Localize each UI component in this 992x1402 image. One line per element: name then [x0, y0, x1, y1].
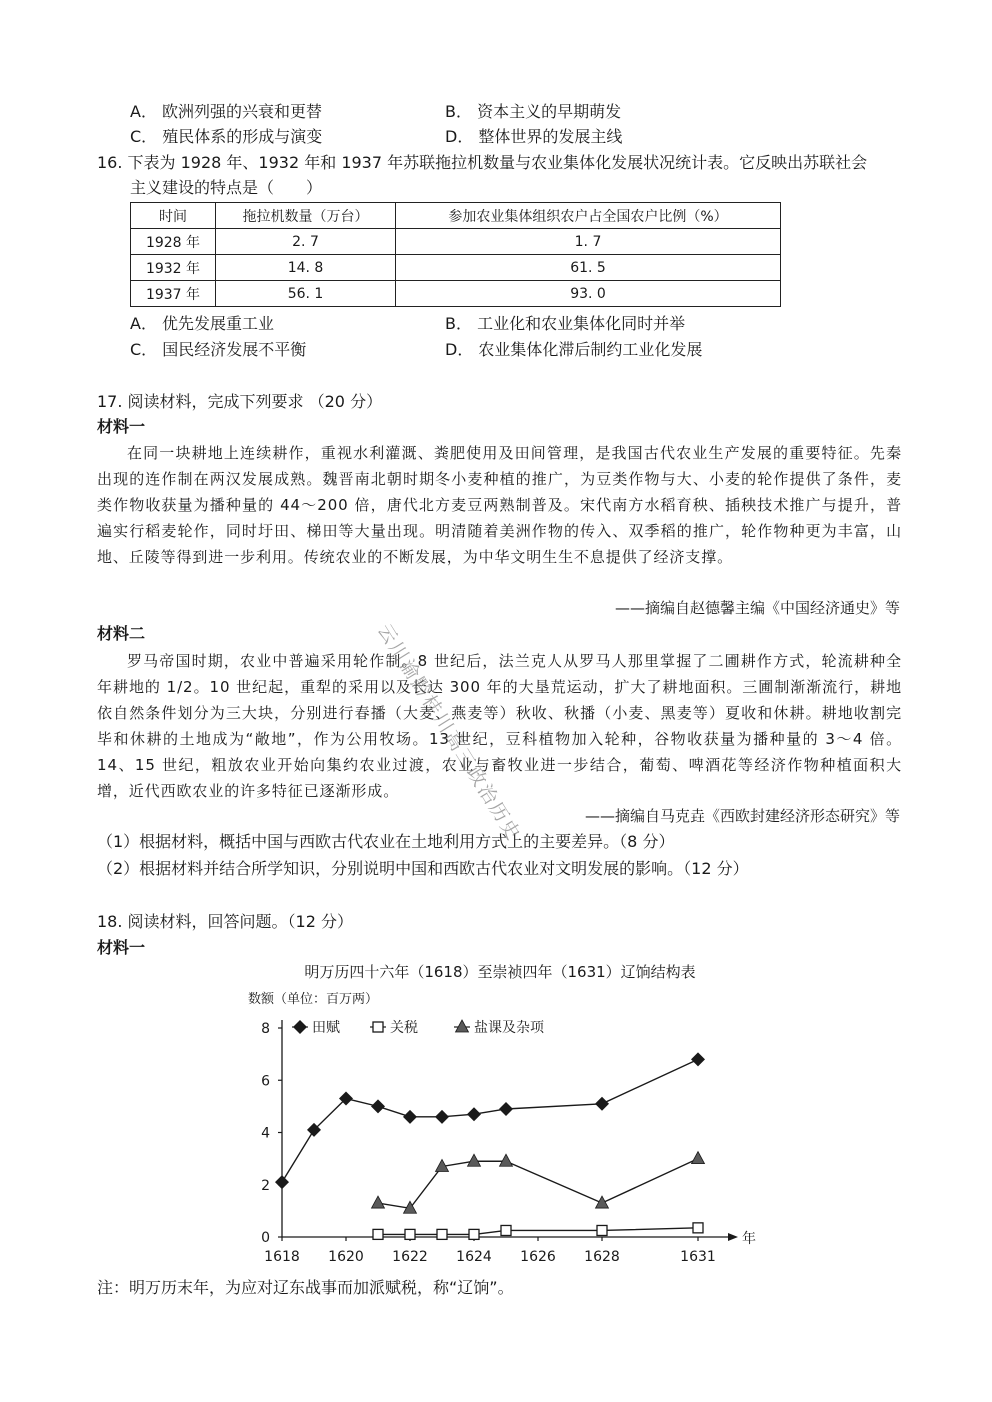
x-axis-label: 年 [742, 1231, 756, 1247]
q15-option-c: C． 殖民体系的形成与演变 [130, 127, 323, 146]
table-header-cell: 拖拉机数量（万台） [216, 203, 396, 229]
q17-material1-title: 材料一 [97, 417, 146, 436]
series-line-0 [282, 1059, 698, 1182]
series-line-2 [378, 1159, 698, 1209]
legend-label: 关税 [390, 1020, 418, 1036]
x-tick-label: 1622 [392, 1249, 428, 1265]
data-point-1 [597, 1225, 607, 1235]
q17-question2: （2）根据材料并结合所学知识，分别说明中国和西欧古代农业对文明发展的影响。（12 分） [97, 859, 749, 878]
data-point-2 [596, 1196, 609, 1208]
q15-option-b: B． 资本主义的早期萌发 [445, 102, 622, 121]
legend-marker [373, 1022, 383, 1032]
watermark: 云川渝黔桂川高三政治历史 [372, 620, 526, 846]
q17-material1-source: ——摘编自赵德馨主编《中国经济通史》等 [614, 599, 900, 617]
chart-title: 明万历四十六年（1618）至崇祯四年（1631）辽饷结构表 [304, 963, 696, 981]
legend-label: 盐课及杂项 [474, 1020, 544, 1036]
table-cell: 1928 年 [131, 229, 216, 255]
legend-marker [293, 1020, 307, 1034]
y-tick-label: 6 [261, 1073, 270, 1090]
series-line-1 [378, 1228, 698, 1235]
x-tick-label: 1624 [456, 1249, 492, 1265]
q18-stem: 18. 阅读材料，回答问题。（12 分） [97, 912, 353, 931]
data-point-0 [499, 1102, 513, 1116]
data-point-0 [595, 1097, 609, 1111]
data-point-1 [373, 1229, 383, 1239]
q16-stem-line2: 主义建设的特点是（ ） [130, 178, 323, 197]
table-cell: 2. 7 [216, 229, 396, 255]
legend-label: 田赋 [312, 1020, 340, 1036]
q16-option-b: B． 工业化和农业集体化同时并举 [445, 314, 686, 333]
data-point-0 [691, 1052, 705, 1066]
data-point-0 [403, 1110, 417, 1124]
data-point-1 [437, 1229, 447, 1239]
q16-option-a: A． 优先发展重工业 [130, 314, 275, 333]
x-tick-label: 1620 [328, 1249, 364, 1265]
y-axis-label: 数额（单位：百万两） [248, 992, 379, 1007]
liao-xiang-line-chart [230, 955, 770, 1275]
data-point-2 [500, 1154, 513, 1166]
x-tick-label: 1626 [520, 1249, 556, 1265]
y-tick-label: 0 [261, 1230, 270, 1246]
y-tick-label: 4 [261, 1125, 270, 1142]
data-point-2 [468, 1154, 481, 1166]
table-header-cell: 参加农业集体组织农户占全国农户比例（%） [396, 203, 781, 229]
table-cell: 93. 0 [396, 281, 781, 307]
q16-option-d: D． 农业集体化滞后制约工业化发展 [445, 340, 703, 359]
table-cell: 1. 7 [396, 229, 781, 255]
data-point-1 [501, 1225, 511, 1235]
data-point-0 [467, 1107, 481, 1121]
q18-material1-title: 材料一 [97, 938, 146, 957]
q15-option-d: D． 整体世界的发展主线 [445, 127, 623, 146]
legend-marker [456, 1020, 469, 1032]
data-point-0 [435, 1110, 449, 1124]
table-cell: 14. 8 [216, 255, 396, 281]
q17-material2-text: 罗马帝国时期，农业中普遍采用轮作制。8 世纪后，法兰克人从罗马人那里掌握了二圃耕作方式，轮流耕种全年耕地的 1/2。10 世纪起，重犁的采用以及长达 300 年的大垦荒运动，扩大了耕地面积。三圃制渐渐流行，耕地依自然条件划分为三大块，分别进行春播（大麦、燕麦等）秋收、秋播（小麦、黑麦等）夏收和休耕。耕地收割完毕和休耕的土地成为“敞地”，作为公用牧场。13 世纪，豆科植物加入轮种，谷物收获量为播种量的 3～4 倍。14、15 世纪，粗放农业开始向集约农业过渡，农业与畜牧业进一步结合，葡萄、啤酒花等经济作物种植面积大增，近代西欧农业的许多特征已逐渐形成。 [97, 652, 902, 800]
x-tick-label: 1631 [680, 1249, 716, 1265]
table-cell: 1937 年 [131, 281, 216, 307]
q17-material2-source: ——摘编自马克垚《西欧封建经济形态研究》等 [584, 807, 900, 825]
data-point-1 [469, 1229, 479, 1239]
q15-option-a: A． 欧洲列强的兴衰和更替 [130, 102, 323, 121]
q17-material2-title: 材料二 [97, 624, 146, 643]
table-cell: 1932 年 [131, 255, 216, 281]
data-point-1 [693, 1223, 703, 1233]
data-point-0 [371, 1099, 385, 1113]
x-axis-arrow [728, 1233, 738, 1241]
data-point-1 [405, 1229, 415, 1239]
q16-stat-table [130, 202, 781, 307]
data-point-2 [372, 1196, 385, 1208]
q17-stem: 17. 阅读材料，完成下列要求 （20 分） [97, 392, 383, 411]
y-tick-label: 2 [261, 1177, 270, 1194]
table-row [131, 255, 781, 281]
table-row [131, 229, 781, 255]
table-header-row [131, 203, 781, 229]
table-header-cell: 时间 [131, 203, 216, 229]
q17-question1: （1）根据材料，概括中国与西欧古代农业在土地利用方式上的主要差异。（8 分） [97, 832, 675, 851]
x-tick-label: 1618 [264, 1249, 300, 1265]
q17-material1-text: 在同一块耕地上连续耕作，重视水利灌溉、粪肥使用及田间管理，是我国古代农业生产发展的重要特征。先秦出现的连作制在两汉发展成熟。魏晋南北朝时期冬小麦种植的推广，为豆类作物与大、小麦的轮作提供了条件，麦类作物收获量为播种量的 44～200 倍，唐代北方麦豆两熟制普及。宋代南方水稻育秧、插秧技术推广与提升，普遍实行稻麦轮作，同时圩田、梯田等大量出现。明清随着美洲作物的传入、双季稻的推广，轮作物种更为丰富，山地、丘陵等得到进一步利用。传统农业的不断发展，为中华文明生生不息提供了经济支撑。 [97, 444, 902, 566]
data-point-2 [692, 1152, 705, 1164]
q16-option-c: C． 国民经济发展不平衡 [130, 340, 307, 359]
table-cell: 56. 1 [216, 281, 396, 307]
q16-stem-line1: 16. 下表为 1928 年、1932 年和 1937 年苏联拖拉机数量与农业集体化发展状况统计表。它反映出苏联社会 [97, 153, 868, 172]
table-row [131, 281, 781, 307]
table-cell: 61. 5 [396, 255, 781, 281]
x-tick-label: 1628 [584, 1249, 620, 1265]
y-tick-label: 8 [261, 1021, 270, 1037]
q18-note: 注：明万历末年，为应对辽东战事而加派赋税，称“辽饷”。 [97, 1278, 514, 1297]
data-point-0 [275, 1175, 289, 1189]
